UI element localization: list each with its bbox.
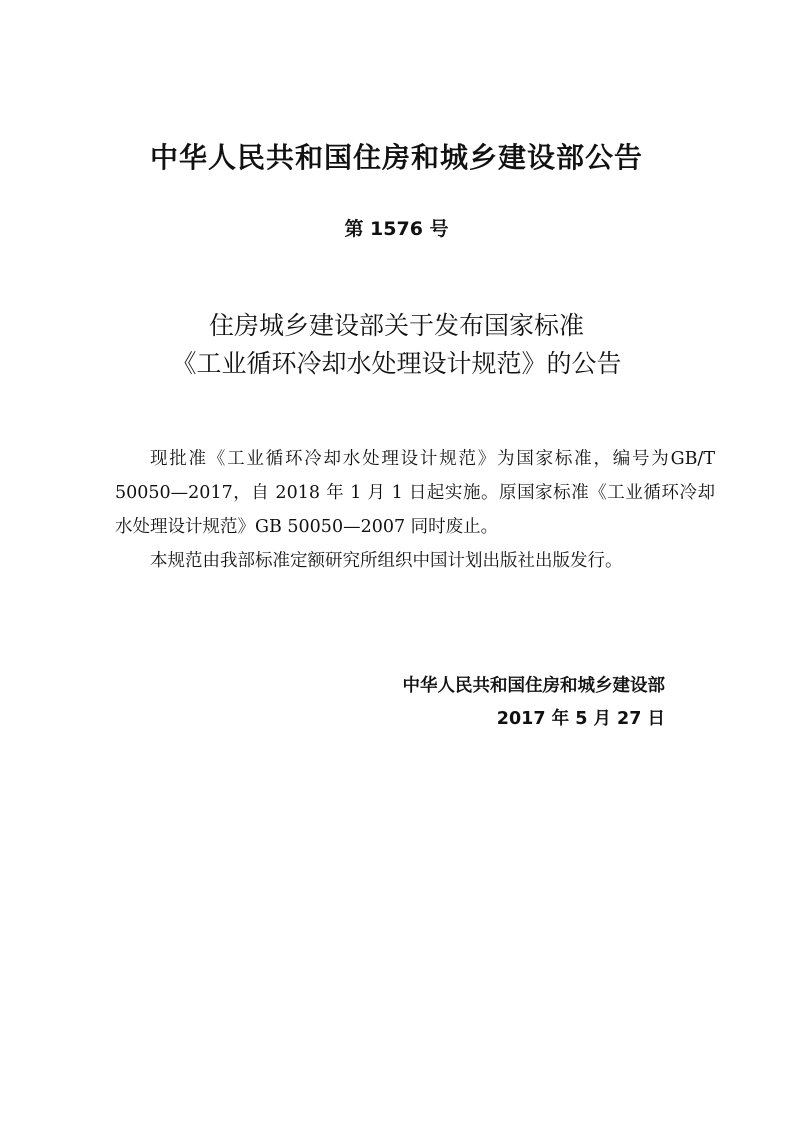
announcement-subject: [0, 307, 793, 383]
signature-block: [403, 670, 666, 736]
announcement-number: 第 1576 号: [344, 218, 449, 240]
issue-date: 2017 年 5 月 27 日: [496, 709, 665, 729]
issuer-name: 中华人民共和国住房和城乡建设部: [402, 676, 665, 696]
body-paragraph-1: 现批准《工业循环冷却水处理设计规范》为国家标准，编号为GB/T 50050—2017，自 2018 年 1 月 1 日起实施。原国家标准《工业循环冷却水处理设计规范》GB 50050—2007 同时废止。: [115, 449, 715, 537]
body-paragraph-2: 本规范由我部标准定额研究所组织中国计划出版社出版发行。: [150, 551, 623, 571]
document-title: 中华人民共和国住房和城乡建设部公告: [149, 141, 643, 174]
announcement-body: [115, 442, 715, 578]
subject-line-2: 《工业循环冷却水处理设计规范》的公告: [171, 349, 622, 378]
subject-line-1: 住房城乡建设部关于发布国家标准: [208, 311, 584, 340]
